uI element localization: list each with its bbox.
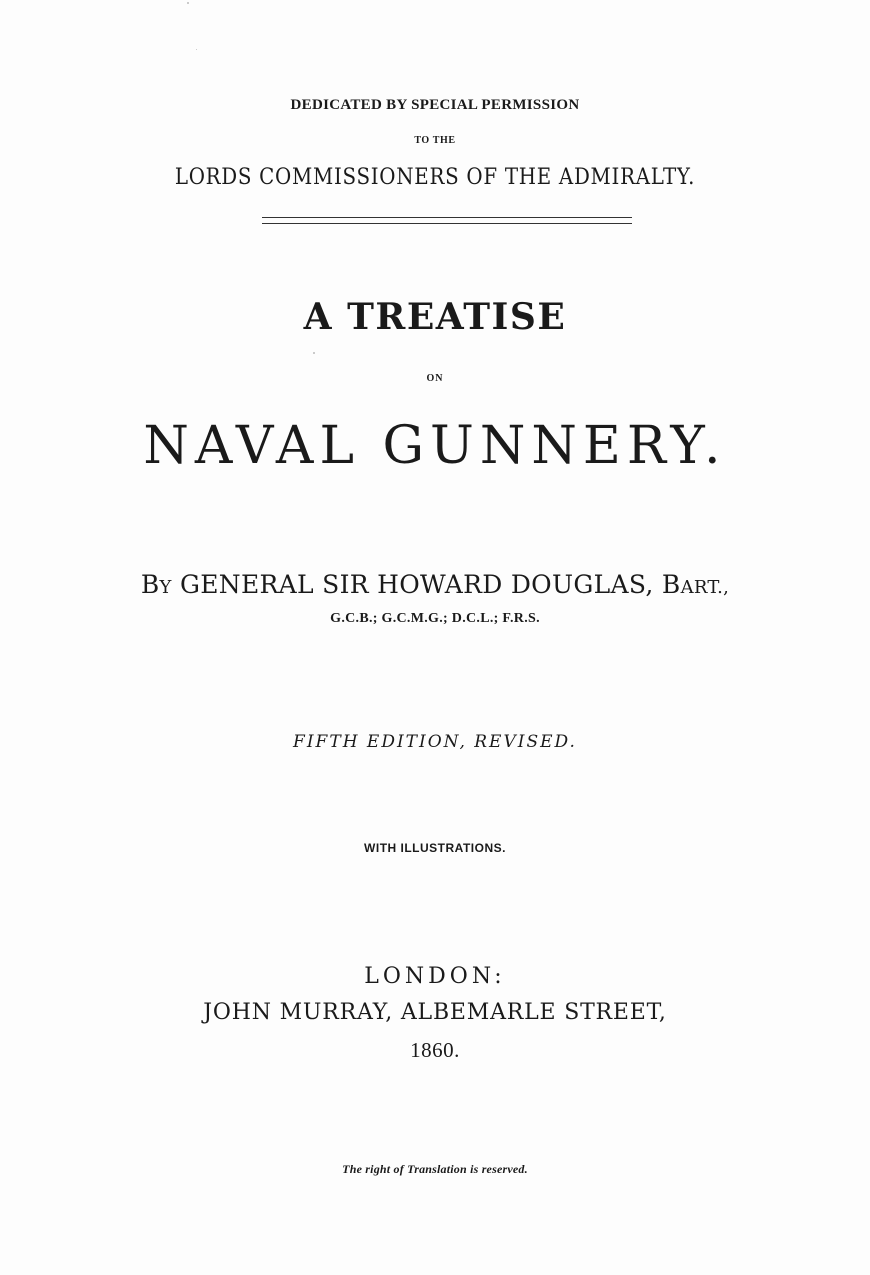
double-rule-divider (262, 217, 632, 224)
dedication-recipient: LORDS COMMISSIONERS OF THE ADMIRALTY. (174, 165, 696, 190)
title-part-1: A TREATISE (303, 296, 567, 338)
edition-statement: FIFTH EDITION, REVISED. (293, 732, 577, 752)
main-title: NAVAL GUNNERY. (143, 416, 727, 476)
author-prefix-rest: Y (159, 577, 172, 598)
rights-notice: The right of Translation is reserved. (342, 1162, 528, 1176)
author-suffix-rest: ART., (680, 577, 730, 598)
dedication-line: DEDICATED BY SPECIAL PERMISSION (290, 97, 580, 113)
publication-place: LONDON: (364, 964, 506, 989)
publisher-line: JOHN MURRAY, ALBEMARLE STREET, (203, 1000, 667, 1025)
publication-year: 1860. (410, 1038, 460, 1062)
author-name: GENERAL SIR HOWARD DOUGLAS, (179, 570, 654, 599)
dedication-connector: TO THE (414, 135, 456, 146)
title-connector: ON (426, 373, 444, 384)
paper-speck (196, 49, 197, 50)
paper-speck (187, 2, 189, 4)
paper-speck (313, 352, 315, 354)
author-prefix-cap: B (140, 570, 160, 599)
author-line (0, 570, 870, 599)
author-suffix-cap: B (661, 570, 681, 599)
author-honors: G.C.B.; G.C.M.G.; D.C.L.; F.R.S. (330, 611, 540, 626)
illustrations-note: WITH ILLUSTRATIONS. (364, 841, 506, 855)
